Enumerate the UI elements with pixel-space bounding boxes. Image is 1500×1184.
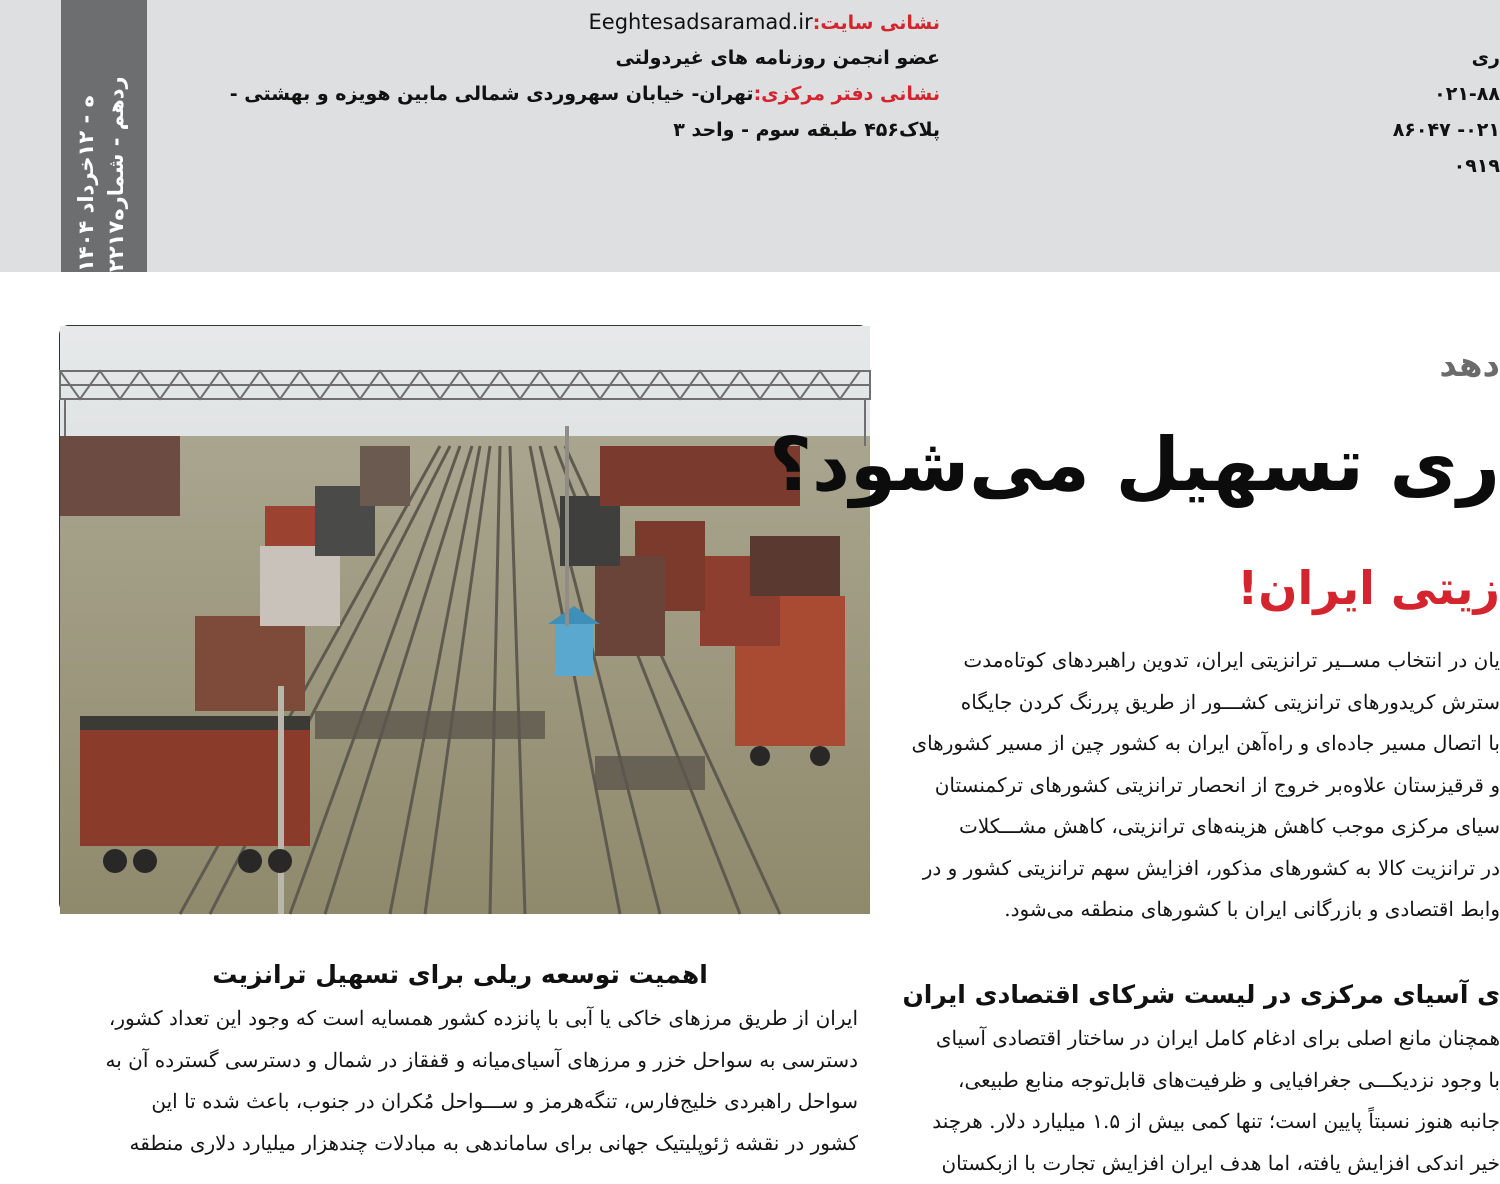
lead-line: و قرقیزستان علاوه‌بر خروج از انحصار ترانزیتی کشورهای ترکمنستان — [900, 765, 1500, 807]
section-heading-rail-development: اهمیت توسعه ریلی برای تسهیل ترانزیت — [150, 952, 770, 998]
article-subhead: زیتی ایران! — [1260, 548, 1500, 628]
railway-yard-photo — [59, 325, 869, 913]
lead-line: در ترانزیت کالا به کشورهای مذکور، افزایش سهم ترانزیتی کشور و در — [900, 848, 1500, 890]
issue-number-line: ردهم - شماره۲۲۱۷ — [101, 0, 131, 272]
body-line: ایران از طریق مرزهای خاکی یا آبی با پانزده کشور همسایه است که وجود این تعداد کشور، — [68, 998, 858, 1040]
contact-line-3: ۰۲۱- ۸۶۰۴۷ — [1360, 112, 1500, 148]
article-kicker: دهد — [1200, 345, 1500, 385]
office-line — [200, 76, 940, 112]
lead-line: سیای مرکزی موجب کاهش هزینه‌های ترانزیتی، کاهش مشـــکلات — [900, 806, 1500, 848]
membership-line: عضو انجمن روزنامه های غیردولتی — [200, 40, 940, 76]
body-line: دسترسی به سواحل خزر و مرزهای آسیای‌میانه و قفقاز در شمال و دسترسی گسترده آن به — [68, 1040, 858, 1082]
site-link[interactable]: Eeghtesadsaramad.ir — [589, 10, 813, 34]
masthead-info — [200, 4, 940, 148]
contact-line-1: ری — [1360, 40, 1500, 76]
section-body-central-asia — [900, 1018, 1500, 1179]
contact-line-4: ۰۹۱۹ — [1360, 148, 1500, 184]
issue-date-text — [61, 0, 147, 272]
article-headline: ری تسهیل می‌شود؟ — [910, 405, 1500, 525]
body-line: با وجود نزدیکـــی جغرافیایی و ظرفیت‌های قابل‌توجه منابع طبیعی، — [900, 1060, 1500, 1102]
issue-date-tab — [61, 0, 147, 272]
contact-numbers — [1360, 40, 1500, 184]
site-line — [200, 4, 940, 40]
lead-line: ستر‌ش کریدورهای ترانزیتی کشـــور از طریق پررنگ کردن جایگاه — [900, 682, 1500, 724]
office-address: تهران- خیابان سهروردی شمالی مابین هویزه و بهشتی - — [230, 83, 754, 105]
lead-line: وابط اقتصادی و بازرگانی ایران با کشورهای منطقه می‌شود. — [900, 889, 1500, 931]
body-line: جانبه هنوز نسبتاً پایین است؛ تنها کمی بیش از ۱.۵ میلیارد دلار. هرچند — [900, 1101, 1500, 1143]
body-line: سواحل راهبردی خلیج‌فارس، تنگه‌هرمز و ســـواحل مُکران در جنوب، باعث شده تا این — [68, 1081, 858, 1123]
lead-line: یان در انتخاب مســیر ترانزیتی ایران، تدوین راهبردهای کوتاه‌مدت — [900, 640, 1500, 682]
contact-line-2: ۰۲۱-۸۸ — [1360, 76, 1500, 112]
body-line: کشور در نقشه ژئوپلیتیک جهانی برای ساماندهی به مبادلات چندهزار میلیارد دلاری منطقه — [68, 1123, 858, 1165]
lead-line: با اتصال مسیر جاده‌ای و راه‌آهن ایران به کشور چین از مسیر کشورهای — [900, 723, 1500, 765]
site-label: نشانی سایت: — [813, 12, 940, 34]
body-line: همچنان مانع اصلی برای ادغام کامل ایران در ساختار اقتصادی آسیای — [900, 1018, 1500, 1060]
office-address-line-2: پلاک۴۵۶ طبقه سوم - واحد ۳ — [200, 112, 940, 148]
body-line: خیر اندکی افزایش یافته، اما هدف ایران افزایش تجارت با ازبکستان — [900, 1143, 1500, 1184]
issue-date-line: ه - ۱۲خرداد ۱۴۰۴ — [71, 0, 101, 272]
article-lead — [900, 640, 1500, 931]
masthead-band — [0, 0, 1500, 272]
section-heading-central-asia: ی آسیای مرکزی در لیست شرکای اقتصادی ایران — [980, 970, 1500, 1020]
photo-illustration — [60, 326, 870, 914]
office-label: نشانی دفتر مرکزی: — [754, 83, 940, 105]
section-body-rail-development — [68, 998, 858, 1179]
